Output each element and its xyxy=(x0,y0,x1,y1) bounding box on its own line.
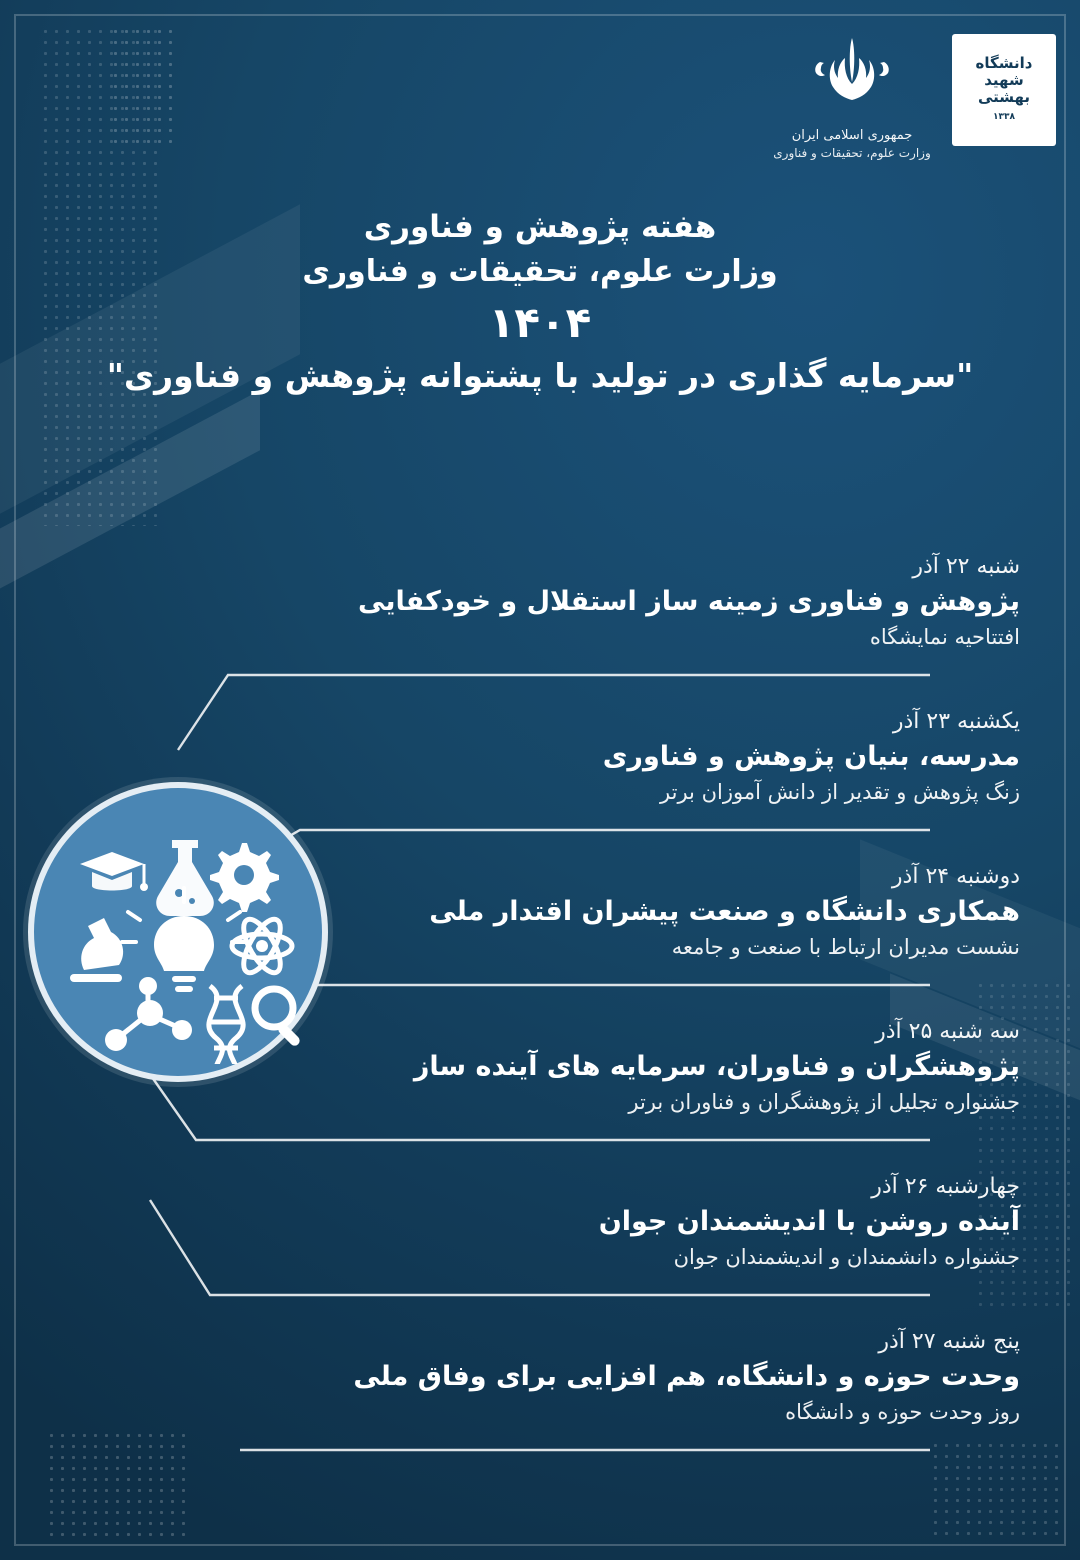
title-line-1: هفته پژوهش و فناوری xyxy=(363,209,717,245)
schedule-title: همکاری دانشگاه و صنعت پیشران اقتدار ملی xyxy=(429,896,1020,927)
schedule-subtitle: نشست مدیران ارتباط با صنعت و جامعه xyxy=(671,935,1020,959)
emblem-line-2: وزارت علوم، تحقیقات و فناوری xyxy=(773,146,931,160)
schedule-item xyxy=(0,552,1080,707)
schedule-subtitle: جشنواره تجلیل از پژوهشگران و فناوران برتر xyxy=(628,1090,1020,1114)
schedule-item xyxy=(0,1172,1080,1327)
schedule-title: آینده روشن با اندیشمندان جوان xyxy=(598,1206,1020,1237)
schedule-item xyxy=(0,1327,1080,1482)
schedule-title: پژوهشگران و فناوران، سرمایه های آینده ساز xyxy=(413,1051,1020,1082)
title-slogan: "سرمایه گذاری در تولید با پشتوانه پژوهش و فناوری" xyxy=(106,356,974,395)
title-block xyxy=(60,205,1020,401)
university-logo-name: دانشگاه شهید بهشتی xyxy=(975,53,1033,106)
schedule-title: پژوهش و فناوری زمینه ساز استقلال و خودکفایی xyxy=(358,586,1020,617)
schedule-date: شنبه ۲۲ آذر xyxy=(912,554,1020,579)
schedule-list xyxy=(0,552,1080,1482)
schedule-date: چهارشنبه ۲۶ آذر xyxy=(871,1174,1020,1199)
university-logo-year: ۱۳۳۸ xyxy=(993,111,1015,122)
schedule-subtitle: جشنواره دانشمندان و اندیشمندان جوان xyxy=(673,1245,1020,1269)
schedule-date: سه شنبه ۲۵ آذر xyxy=(875,1019,1020,1044)
schedule-date: دوشنبه ۲۴ آذر xyxy=(891,864,1020,889)
schedule-subtitle: روز وحدت حوزه و دانشگاه xyxy=(785,1400,1020,1424)
ministry-emblem xyxy=(762,32,942,172)
schedule-subtitle: افتتاحیه نمایشگاه xyxy=(869,625,1020,649)
schedule-title: مدرسه، بنیان پژوهش و فناوری xyxy=(602,741,1020,772)
university-logo xyxy=(952,34,1056,146)
title-year: ۱۴۰۴ xyxy=(488,298,592,347)
schedule-date: پنج شنبه ۲۷ آذر xyxy=(878,1329,1020,1354)
iran-emblem-icon xyxy=(762,32,942,128)
schedule-title: وحدت حوزه و دانشگاه، هم افزایی برای وفاق ملی xyxy=(353,1361,1020,1392)
emblem-line-1: جمهوری اسلامی ایران xyxy=(791,128,913,143)
schedule-item xyxy=(0,862,1080,1017)
schedule-date: یکشنبه ۲۳ آذر xyxy=(892,709,1020,734)
schedule-item xyxy=(0,1017,1080,1172)
schedule-item xyxy=(0,707,1080,862)
schedule-subtitle: زنگ پژوهش و تقدیر از دانش آموزان برتر xyxy=(660,780,1020,804)
header-logos xyxy=(0,22,1080,182)
title-line-2: وزارت علوم، تحقیقات و فناوری xyxy=(302,254,778,289)
